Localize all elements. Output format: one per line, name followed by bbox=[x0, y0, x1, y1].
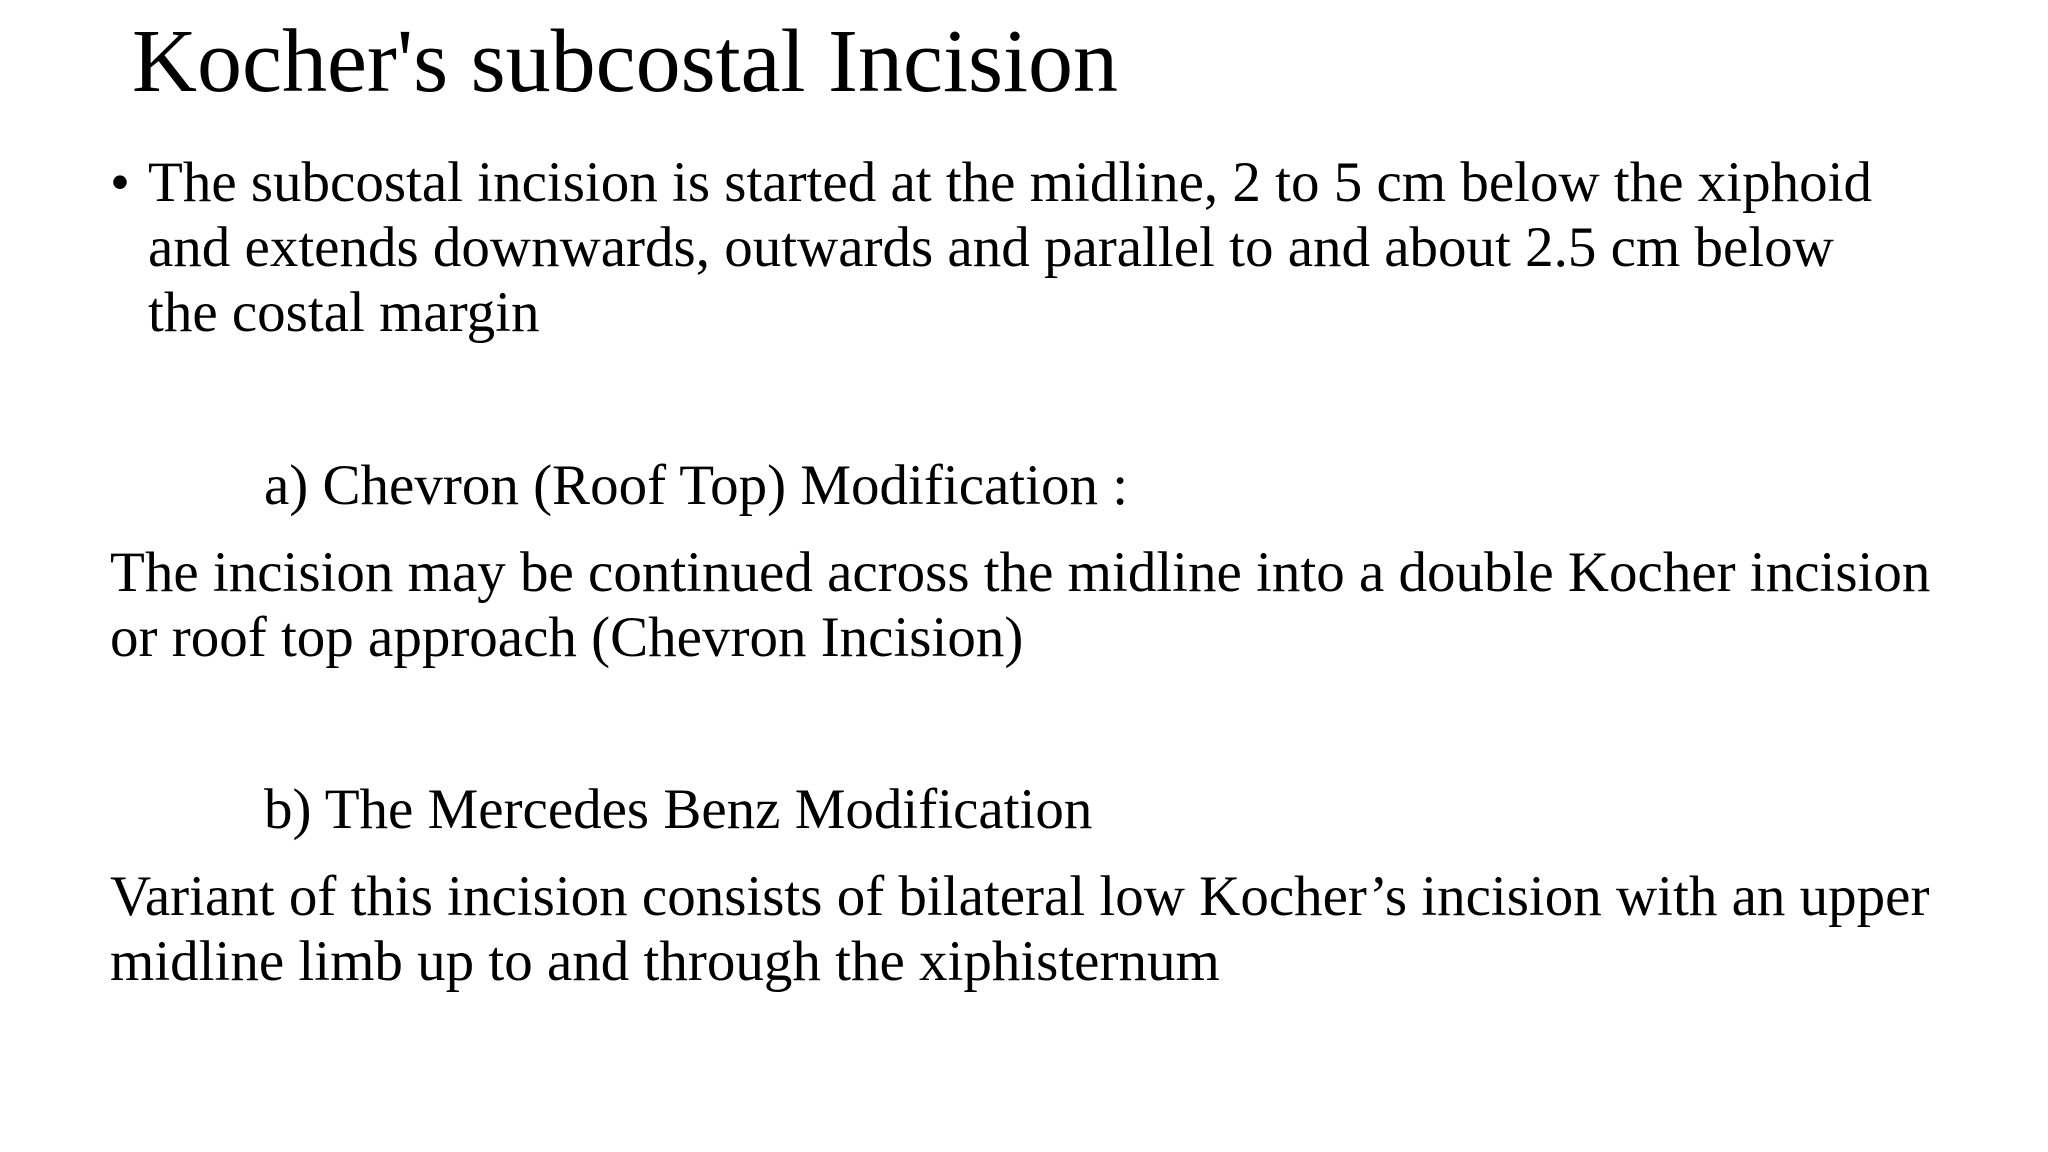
section-a-heading: a) Chevron (Roof Top) Modification : bbox=[264, 454, 1129, 517]
bullet-icon: • bbox=[110, 151, 130, 214]
section-b-heading: b) The Mercedes Benz Modification bbox=[264, 778, 1093, 841]
slide-title: Kocher's subcostal Incision bbox=[132, 12, 1119, 111]
bullet-item bbox=[110, 150, 1900, 345]
bullet-text: The subcostal incision is started at the midline, 2 to 5 cm below the xiphoid and extends downwards, outwards and parallel to and about 2.5 cm below the costal margin bbox=[148, 151, 1872, 344]
section-b-text: Variant of this incision consists of bilateral low Kocher’s incision with an upper midline limb up to and through the xiphisternum bbox=[110, 865, 1930, 993]
section-a-text: The incision may be continued across the midline into a double Kocher incision or roof top approach (Chevron Incision) bbox=[110, 541, 1931, 669]
